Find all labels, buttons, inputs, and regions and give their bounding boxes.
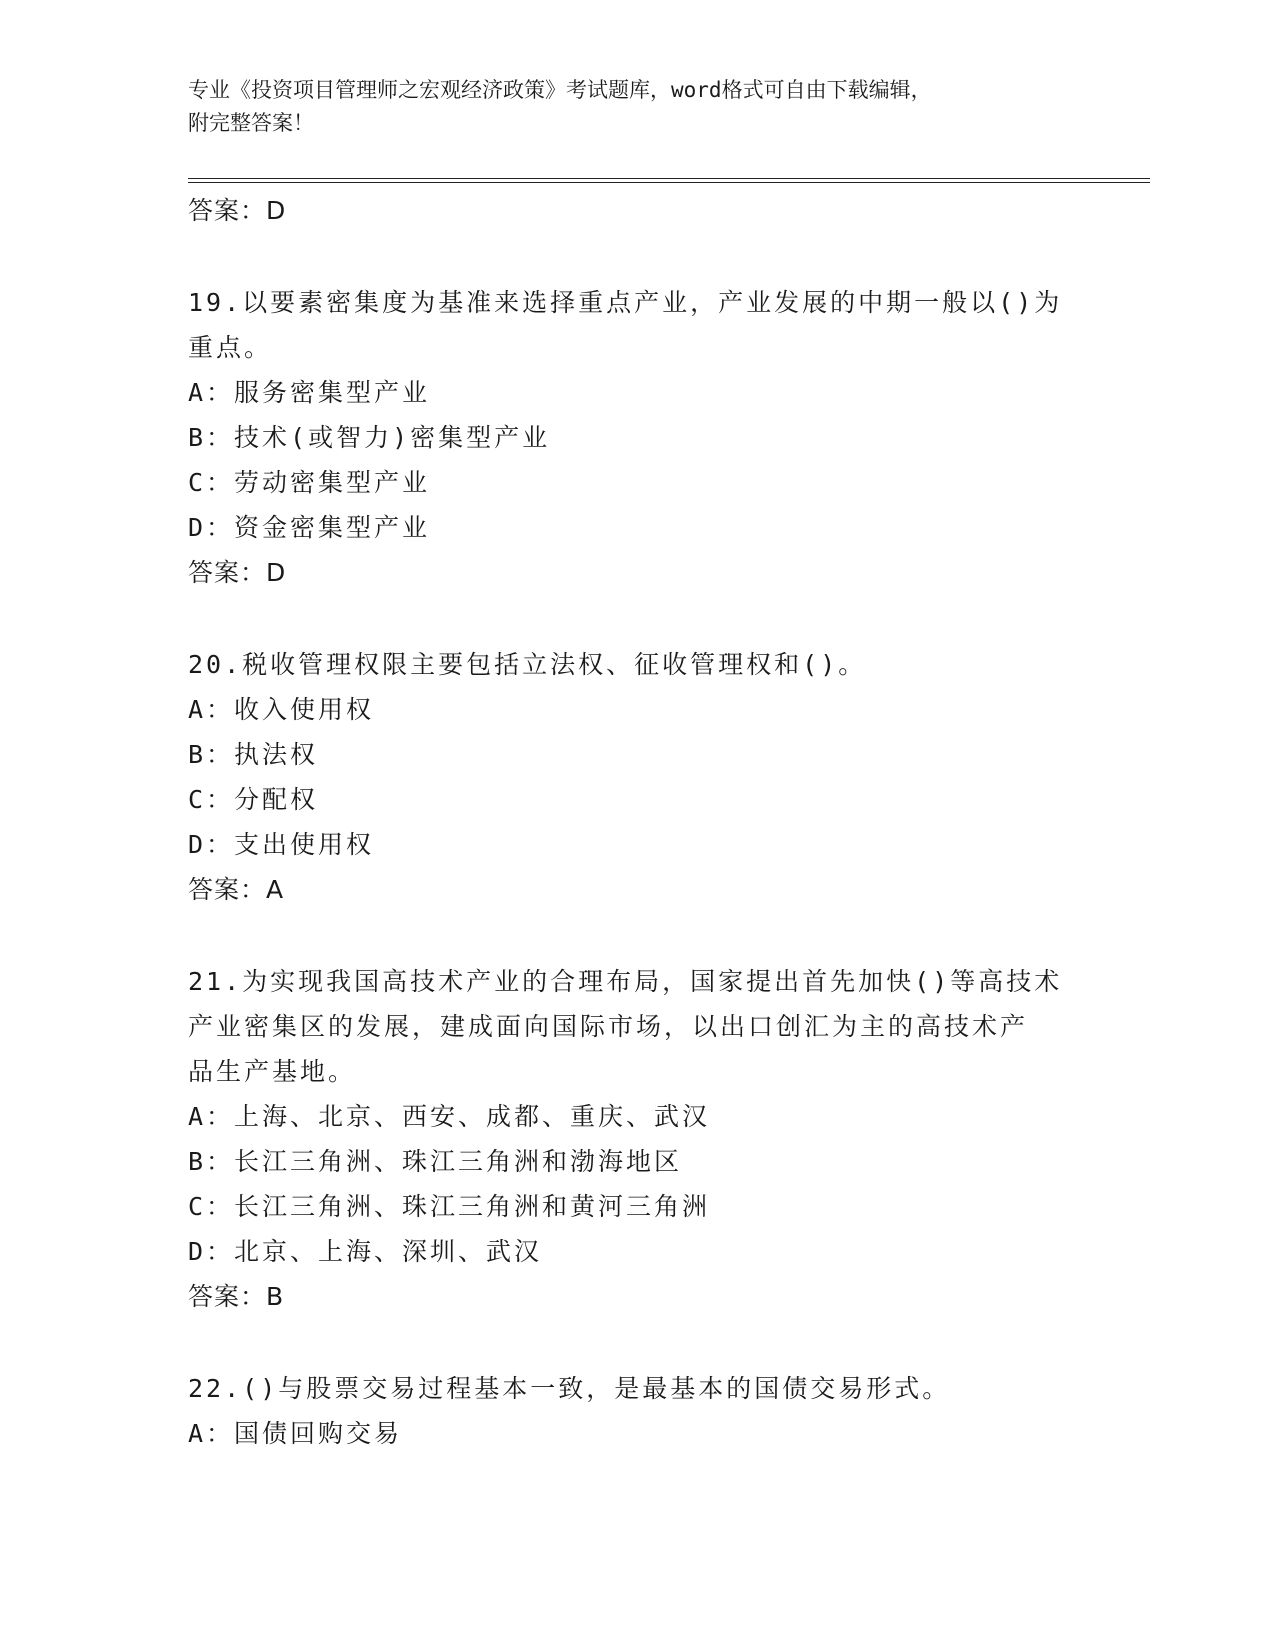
option-a: A：收入使用权 [188, 695, 375, 724]
answer: 答案：A [188, 875, 285, 904]
option-b: B：执法权 [188, 740, 319, 769]
header-line-1: 专业《投资项目管理师之宏观经济政策》考试题库，word格式可自由下载编辑， [188, 78, 932, 102]
option-d: D：支出使用权 [188, 830, 375, 859]
spacer [188, 595, 1150, 642]
document-header [188, 74, 1068, 140]
option-a: A：国债回购交易 [188, 1419, 403, 1448]
question-stem: 20.税收管理权限主要包括立法权、征收管理权和()。 [188, 650, 867, 679]
header-divider [188, 178, 1150, 183]
option-b: B：技术(或智力)密集型产业 [188, 423, 551, 452]
question-stem: 品生产基地。 [188, 1057, 357, 1086]
spacer [188, 912, 1150, 959]
option-d: D：资金密集型产业 [188, 513, 431, 542]
option-a: A：服务密集型产业 [188, 378, 431, 407]
option-c: C：分配权 [188, 785, 319, 814]
header-line-2: 附完整答案！ [188, 111, 314, 135]
option-c: C：长江三角洲、珠江三角洲和黄河三角洲 [188, 1192, 711, 1221]
spacer [188, 233, 1150, 280]
question-21 [188, 959, 1150, 1319]
question-19 [188, 280, 1150, 595]
question-20 [188, 642, 1150, 912]
option-d: D：北京、上海、深圳、武汉 [188, 1237, 543, 1266]
answer: 答案：D [188, 558, 287, 587]
answer: 答案：B [188, 1282, 285, 1311]
question-stem: 产业密集区的发展，建成面向国际市场，以出口创汇为主的高技术产 [188, 1012, 1029, 1041]
question-stem: 22.()与股票交易过程基本一致，是最基本的国债交易形式。 [188, 1374, 951, 1403]
option-b: B：长江三角洲、珠江三角洲和渤海地区 [188, 1147, 683, 1176]
question-stem: 19.以要素密集度为基准来选择重点产业，产业发展的中期一般以()为 [188, 288, 1063, 317]
question-22 [188, 1366, 1150, 1456]
option-c: C：劳动密集型产业 [188, 468, 431, 497]
spacer [188, 1319, 1150, 1366]
question-list [188, 188, 1150, 1456]
question-stem: 21.为实现我国高技术产业的合理布局，国家提出首先加快()等高技术 [188, 967, 1063, 996]
answer-previous: 答案：D [188, 196, 287, 225]
option-a: A：上海、北京、西安、成都、重庆、武汉 [188, 1102, 711, 1131]
question-stem: 重点。 [188, 333, 273, 362]
